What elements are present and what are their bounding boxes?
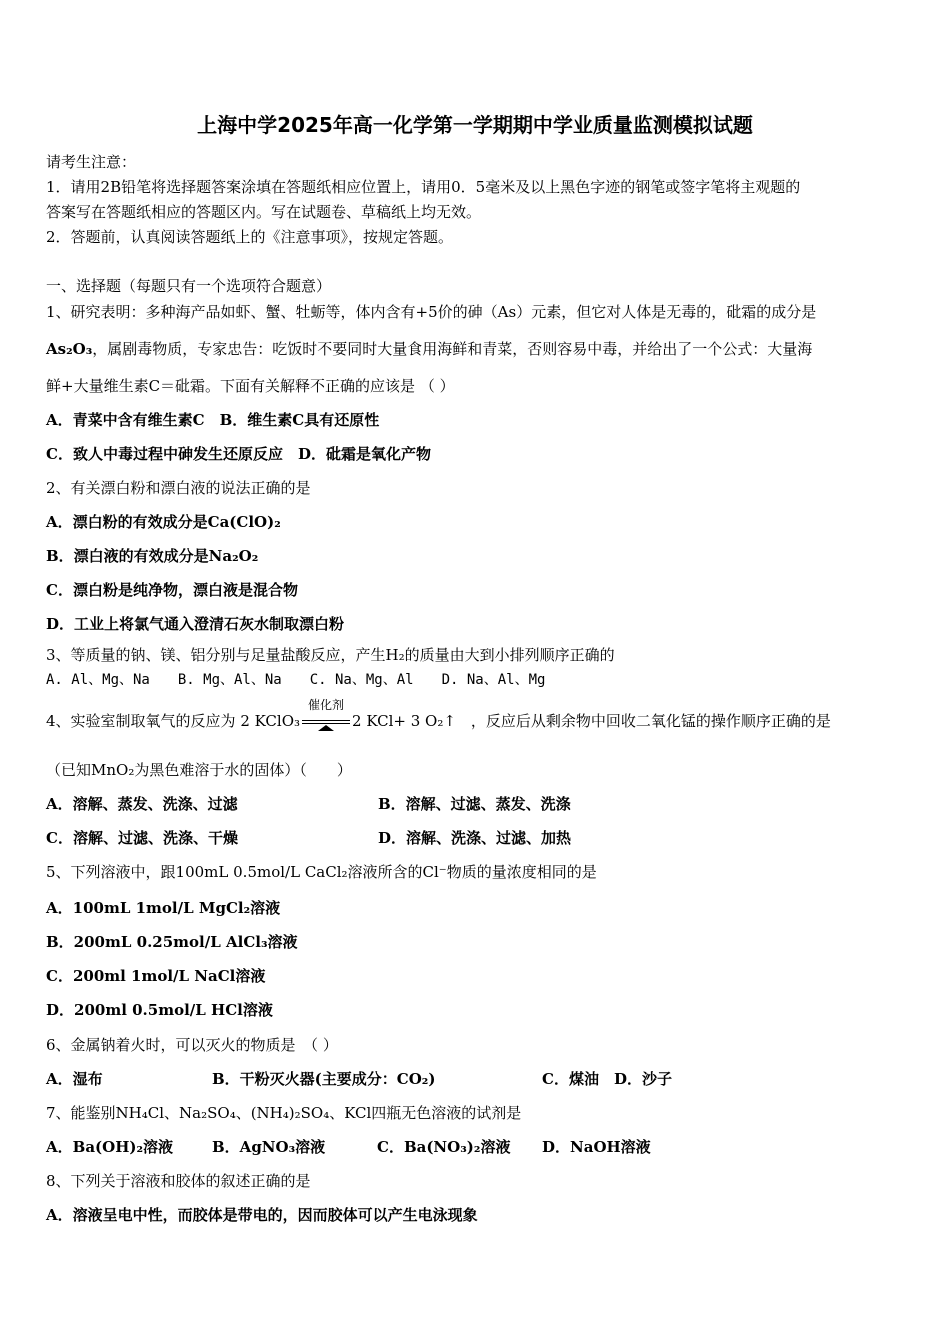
heat-triangle-icon	[318, 725, 334, 731]
q4-options-ab	[46, 794, 906, 814]
q6-stem: 6、金属钠着火时，可以灭火的物质是 （ ）	[46, 1036, 338, 1054]
q1-options-cd: C．致人中毒过程中砷发生还原反应 D．砒霜是氧化产物	[46, 445, 431, 463]
notice-item-2: 2．答题前，认真阅读答题纸上的《注意事项》，按规定答题。	[46, 228, 454, 246]
q4-options-cd	[46, 828, 906, 848]
q7-options	[46, 1137, 906, 1157]
q4-option-c: C．溶解、过滤、洗涤、干燥	[46, 829, 238, 847]
q2-option-a: A．漂白粉的有效成分是Ca(ClO)₂	[46, 513, 281, 531]
q1-options-ab: A．青菜中含有维生素C B．维生素C具有还原性	[46, 411, 380, 429]
q4-stem-pre: 4、实验室制取氧气的反应为 2 KClO₃	[46, 712, 301, 730]
q1-stem-line3: 鲜+大量维生素C＝砒霜。下面有关解释不正确的应该是 （ ）	[46, 377, 455, 395]
q4-option-b: B．溶解、过滤、蒸发、洗涤	[378, 795, 571, 813]
q6-option-a: A．湿布	[46, 1070, 103, 1088]
q4-stem-post: 2 KCl+ 3 O₂↑ ，反应后从剩余物中回收二氧化锰的操作顺序正确的是	[352, 712, 831, 730]
q5-option-d: D．200ml 0.5mol/L HCl溶液	[46, 1001, 273, 1019]
q5-option-c: C．200ml 1mol/L NaCl溶液	[46, 967, 266, 985]
catalyst-label: 催化剂	[308, 698, 345, 712]
section-heading: 一、选择题（每题只有一个选项符合题意）	[46, 277, 332, 295]
notice-heading: 请考生注意：	[46, 153, 137, 171]
q2-stem: 2、有关漂白粉和漂白液的说法正确的是	[46, 479, 311, 497]
catalyst-arrow	[302, 698, 350, 732]
q2-option-b: B．漂白液的有效成分是Na₂O₂	[46, 547, 259, 565]
q1-formula: As₂O₃	[46, 340, 93, 358]
page-title: 上海中学2025年高一化学第一学期期中学业质量监测模拟试题	[197, 113, 753, 137]
q6-options-cd: C．煤油 D．沙子	[542, 1070, 672, 1088]
q4-stem	[46, 698, 831, 732]
q6-option-b: B．干粉灭火器(主要成分：CO₂)	[212, 1070, 436, 1088]
q2-option-d: D．工业上将氯气通入澄清石灰水制取漂白粉	[46, 615, 345, 633]
q3-options: A. Al、Mg、Na B. Mg、Al、Na C. Na、Mg、Al D. Na、Al、Mg	[46, 672, 546, 688]
q4-option-d: D．溶解、洗涤、过滤、加热	[378, 829, 572, 847]
notice-item-1-cont: 答案写在答题纸相应的答题区内。写在试题卷、草稿纸上均无效。	[46, 203, 482, 221]
q7-option-b: B．AgNO₃溶液	[212, 1138, 326, 1156]
q4-note: （已知MnO₂为黑色难溶于水的固体）（ ）	[46, 761, 352, 779]
q7-option-a: A．Ba(OH)₂溶液	[46, 1138, 174, 1156]
q1-stem-line2	[46, 339, 812, 359]
q4-option-a: A．溶解、蒸发、洗涤、过滤	[46, 795, 238, 813]
q7-option-d: D．NaOH溶液	[542, 1138, 651, 1156]
q7-option-c: C．Ba(NO₃)₂溶液	[377, 1138, 511, 1156]
q3-stem: 3、等质量的钠、镁、铝分别与足量盐酸反应，产生H₂的质量由大到小排列顺序正确的	[46, 646, 615, 664]
q5-stem: 5、下列溶液中，跟100mL 0.5mol/L CaCl₂溶液所含的Cl⁻物质的量浓度相同的是	[46, 863, 597, 881]
q1-stem-line1: 1、研究表明：多种海产品如虾、蟹、牡蛎等，体内含有+5价的砷（As）元素，但它对人体是无毒的，砒霜的成分是	[46, 303, 817, 321]
q7-stem: 7、能鉴别NH₄Cl、Na₂SO₄、(NH₄)₂SO₄、KCl四瓶无色溶液的试剂是	[46, 1104, 522, 1122]
q8-option-a: A．溶液呈电中性，而胶体是带电的，因而胶体可以产生电泳现象	[46, 1206, 478, 1224]
q5-option-a: A．100mL 1mol/L MgCl₂溶液	[46, 899, 281, 917]
q6-options	[46, 1069, 906, 1089]
q8-stem: 8、下列关于溶液和胶体的叙述正确的是	[46, 1172, 311, 1190]
q2-option-c: C．漂白粉是纯净物，漂白液是混合物	[46, 581, 298, 599]
q1-stem-line2-text: ，属剧毒物质，专家忠告：吃饭时不要同时大量食用海鲜和青菜，否则容易中毒，并给出了一个公式：大量海	[92, 340, 813, 358]
notice-item-1: 1．请用2B铅笔将选择题答案涂填在答题纸相应位置上，请用0．5毫米及以上黑色字迹的钢笔或签字笔将主观题的	[46, 178, 801, 196]
q5-option-b: B．200mL 0.25mol/L AlCl₃溶液	[46, 933, 298, 951]
